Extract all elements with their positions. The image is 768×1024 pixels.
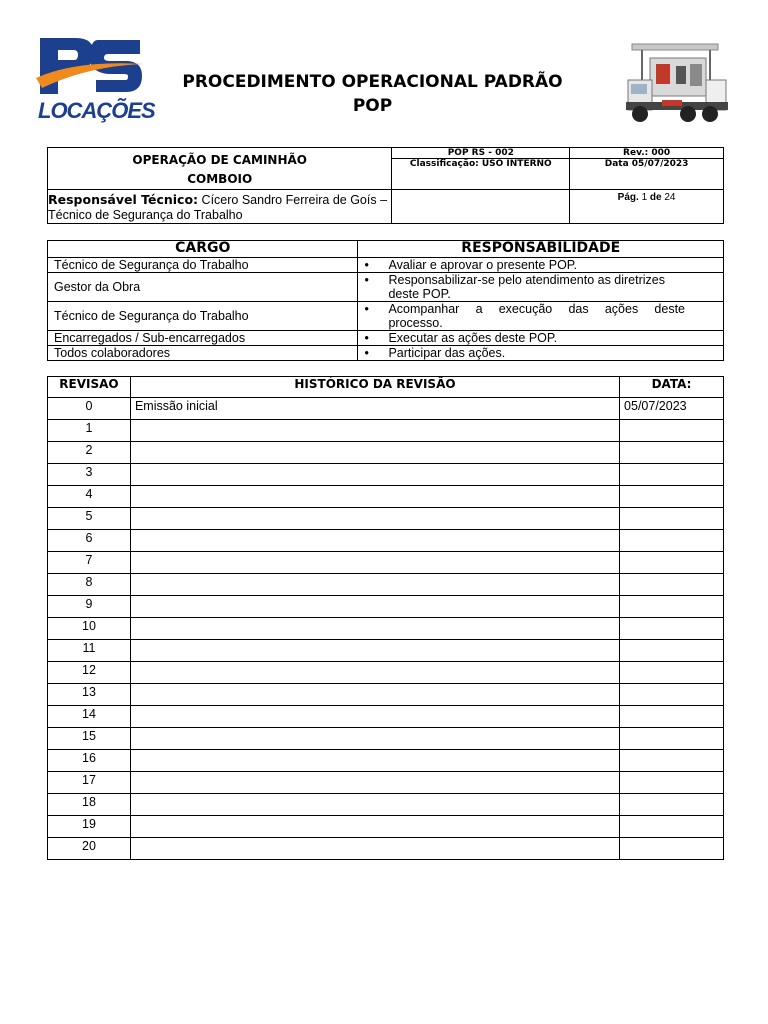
revision-number-cell: 19 — [48, 816, 131, 838]
revision-history-cell — [130, 640, 619, 662]
revision-date-cell — [620, 464, 724, 486]
revision-date-cell — [620, 486, 724, 508]
revision-number-cell: 1 — [48, 420, 131, 442]
responsibility-cell: • Acompanhar a execução das ações deste processo. — [358, 302, 724, 331]
revision-date-cell: 05/07/2023 — [620, 398, 724, 420]
table-row — [48, 486, 724, 508]
table-row — [48, 398, 724, 420]
page-total: 24 — [664, 192, 676, 203]
revision-history-cell — [130, 596, 619, 618]
page-number: 1 — [641, 192, 648, 203]
bullet: • — [364, 273, 369, 287]
revision-number-cell: 10 — [48, 618, 131, 640]
table-row — [48, 728, 724, 750]
revision-date-cell — [620, 530, 724, 552]
revision-number-cell: 20 — [48, 838, 131, 860]
revision-number-cell: 11 — [48, 640, 131, 662]
revision-date-cell — [620, 794, 724, 816]
revision-number-cell: 2 — [48, 442, 131, 464]
revision-number-cell: 12 — [48, 662, 131, 684]
revision-date-cell — [620, 552, 724, 574]
table-row — [48, 574, 724, 596]
revision-history-cell — [130, 530, 619, 552]
rs-logo-mark-icon — [36, 34, 146, 104]
revision-number-cell: 17 — [48, 772, 131, 794]
page-of: de — [649, 192, 662, 203]
revision-date-cell — [620, 816, 724, 838]
revision-history-cell — [130, 838, 619, 860]
responsible-value: Cícero Sandro Ferreira de Goís – — [198, 193, 388, 207]
revision-number-cell: 3 — [48, 464, 131, 486]
table-row — [48, 706, 724, 728]
revision-history-cell — [130, 728, 619, 750]
empty-cell — [392, 190, 570, 224]
responsibility-cell: • Responsabilizar-se pelo atendimento as diretrizes deste POP. — [358, 273, 724, 302]
revision-header: REVISAO — [48, 377, 131, 398]
table-row — [48, 816, 724, 838]
revision-number-cell: 6 — [48, 530, 131, 552]
table-row — [48, 442, 724, 464]
revision-number-cell: 16 — [48, 750, 131, 772]
revision-number-cell: 7 — [48, 552, 131, 574]
table-row — [48, 508, 724, 530]
table-row — [48, 530, 724, 552]
revision-history-cell — [130, 442, 619, 464]
table-row — [48, 662, 724, 684]
operation-cell — [48, 148, 392, 190]
revision-date-cell — [620, 640, 724, 662]
table-row — [48, 420, 724, 442]
cargo-cell: Todos colaboradores — [48, 346, 358, 361]
revision-history-cell — [130, 574, 619, 596]
table-row — [48, 794, 724, 816]
table-row — [48, 258, 724, 273]
table-row — [48, 750, 724, 772]
table-row — [48, 772, 724, 794]
revision-history-cell — [130, 816, 619, 838]
revision-history-cell — [130, 794, 619, 816]
table-row — [48, 464, 724, 486]
revision-number-cell: 9 — [48, 596, 131, 618]
table-row — [48, 640, 724, 662]
revision-history-cell — [130, 486, 619, 508]
table-row — [48, 552, 724, 574]
revision-history-cell — [130, 508, 619, 530]
revision-history-cell — [130, 750, 619, 772]
truck-image — [622, 40, 732, 130]
revision-number-cell: 14 — [48, 706, 131, 728]
page-indicator — [570, 190, 724, 224]
revision-number-cell: 0 — [48, 398, 131, 420]
responsible-cell — [48, 190, 392, 224]
revision-date-cell — [620, 442, 724, 464]
revision-history-table — [47, 376, 724, 860]
revision-date-cell — [620, 618, 724, 640]
revision-number: Rev.: 000 — [570, 148, 724, 159]
title-line-1: PROCEDIMENTO OPERACIONAL PADRÃO — [182, 72, 563, 92]
revision-number-cell: 4 — [48, 486, 131, 508]
revision-history-cell — [130, 420, 619, 442]
revision-number-cell: 5 — [48, 508, 131, 530]
classification: Classificação: USO INTERNO — [392, 159, 570, 190]
revision-number-cell: 18 — [48, 794, 131, 816]
revision-date-cell — [620, 596, 724, 618]
date-header: DATA: — [620, 377, 724, 398]
cargo-cell: Encarregados / Sub-encarregados — [48, 331, 358, 346]
responsible-label: Responsável Técnico: — [48, 192, 199, 207]
logo-text: LOCAÇÕES — [38, 98, 155, 123]
operation-line-2: COMBOIO — [187, 172, 253, 186]
responsibility-cell: • Executar as ações deste POP. — [358, 331, 724, 346]
title-line-2: POP — [352, 96, 393, 116]
table-row — [48, 684, 724, 706]
table-row — [48, 618, 724, 640]
revision-number-cell: 8 — [48, 574, 131, 596]
revision-date-cell — [620, 728, 724, 750]
revision-date-cell — [620, 838, 724, 860]
table-row — [48, 302, 724, 331]
table-row — [48, 346, 724, 361]
revision-history-cell — [130, 684, 619, 706]
revision-history-cell — [130, 706, 619, 728]
revision-history-cell — [130, 618, 619, 640]
revision-date-cell — [620, 772, 724, 794]
table-row — [48, 273, 724, 302]
revision-number-cell: 13 — [48, 684, 131, 706]
bullet: • — [364, 346, 369, 360]
bullet: • — [364, 331, 369, 345]
revision-date-cell — [620, 508, 724, 530]
bullet: • — [364, 258, 369, 272]
company-logo — [36, 34, 155, 124]
revision-history-cell — [130, 772, 619, 794]
responsibility-header: RESPONSABILIDADE — [358, 241, 724, 258]
document-title — [150, 70, 595, 118]
revision-date-cell — [620, 750, 724, 772]
revision-number-cell: 15 — [48, 728, 131, 750]
responsibility-cell: • Avaliar e aprovar o presente POP. — [358, 258, 724, 273]
revision-history-cell — [130, 662, 619, 684]
cargo-cell: Técnico de Segurança do Trabalho — [48, 302, 358, 331]
history-header: HISTÓRICO DA REVISÃO — [130, 377, 619, 398]
page-label: Pág. — [617, 192, 639, 203]
revision-date-cell — [620, 420, 724, 442]
revision-date-cell — [620, 706, 724, 728]
revision-history-cell — [130, 552, 619, 574]
revision-date-cell — [620, 574, 724, 596]
responsible-role: Técnico de Segurança do Trabalho — [48, 208, 243, 222]
cargo-responsibility-table — [47, 240, 724, 361]
table-row — [48, 838, 724, 860]
operation-line-1: OPERAÇÃO DE CAMINHÃO — [132, 153, 308, 167]
cargo-header: CARGO — [48, 241, 358, 258]
revision-date-cell — [620, 662, 724, 684]
cargo-cell: Técnico de Segurança do Trabalho — [48, 258, 358, 273]
bullet: • — [364, 302, 369, 316]
document-info-table — [47, 147, 724, 224]
pop-code: POP RS - 002 — [392, 148, 570, 159]
revision-date-cell — [620, 684, 724, 706]
revision-history-cell — [130, 464, 619, 486]
responsibility-cell: • Participar das ações. — [358, 346, 724, 361]
revision-history-cell: Emissão inicial — [130, 398, 619, 420]
table-row — [48, 596, 724, 618]
document-date: Data 05/07/2023 — [570, 159, 724, 190]
cargo-cell: Gestor da Obra — [48, 273, 358, 302]
table-row — [48, 331, 724, 346]
